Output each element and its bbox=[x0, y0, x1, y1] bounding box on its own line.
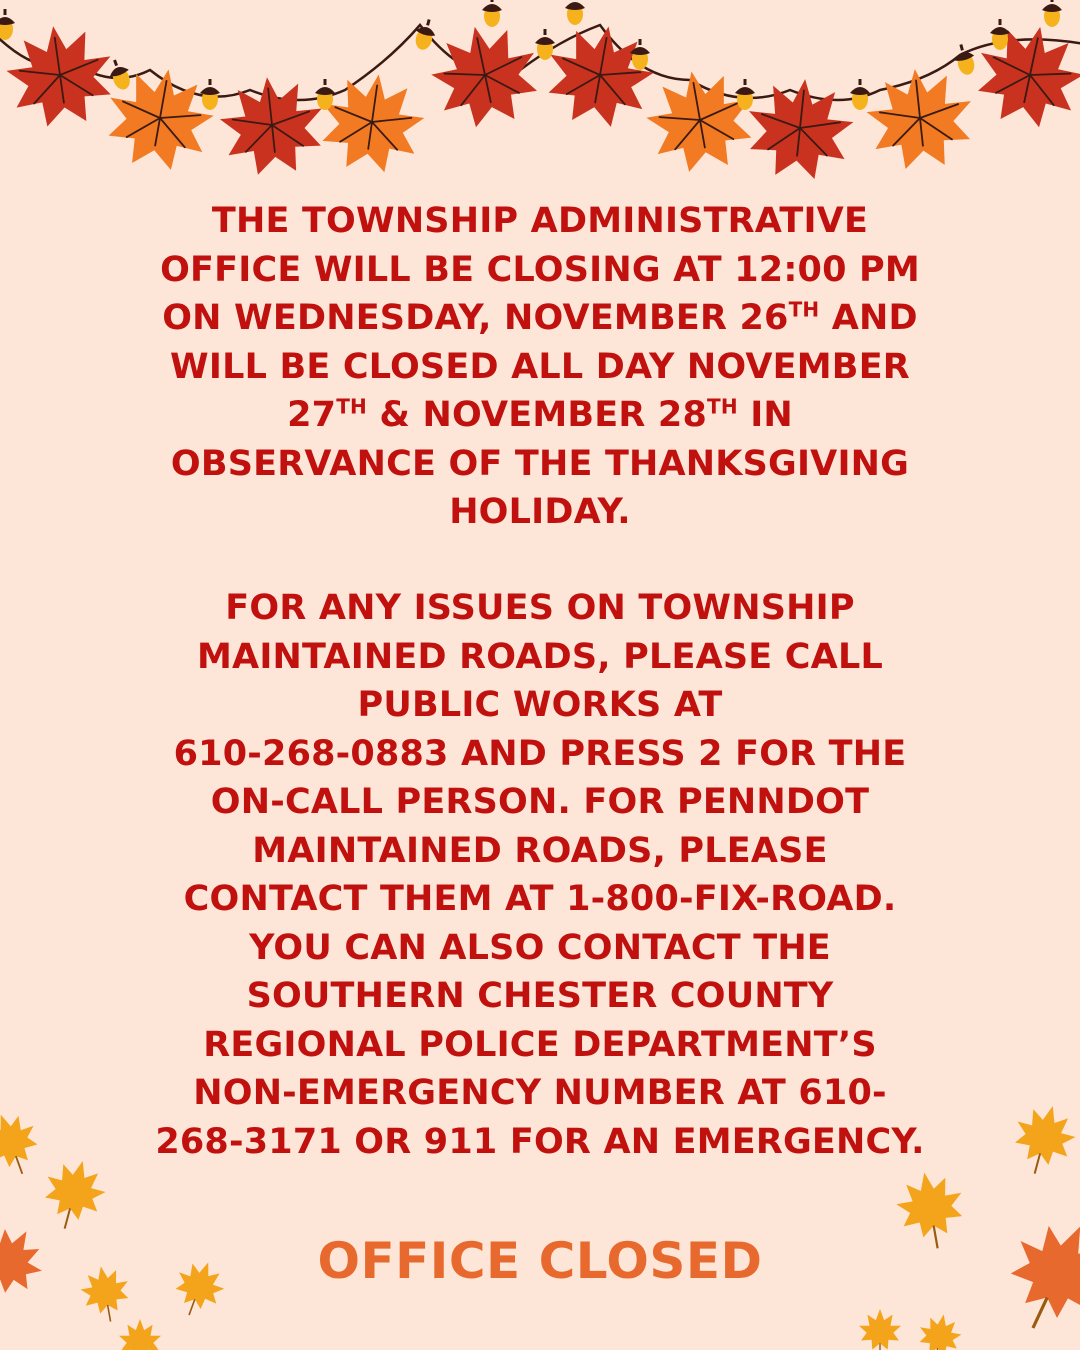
notice-line: 27TH & NOVEMBER 28TH IN bbox=[287, 394, 793, 435]
acorn-icon bbox=[200, 79, 220, 110]
acorn-icon bbox=[482, 0, 502, 27]
maple-leaf-icon bbox=[423, 16, 546, 134]
acorn-icon bbox=[411, 17, 438, 52]
notice-line: WILL BE CLOSED ALL DAY NOVEMBER bbox=[170, 346, 910, 387]
notice-line: OFFICE WILL BE CLOSING AT 12:00 PM bbox=[160, 249, 920, 290]
maple-leaf-icon bbox=[968, 16, 1080, 134]
contact-line: MAINTAINED ROADS, PLEASE CALL bbox=[197, 636, 883, 677]
contact-line: 610-268-0883 AND PRESS 2 FOR THE bbox=[173, 733, 907, 774]
contact-line: ON-CALL PERSON. FOR PENNDOT bbox=[210, 782, 870, 822]
acorn-icon bbox=[1042, 0, 1062, 27]
contact-line: 268-3171 OR 911 FOR AN EMERGENCY. bbox=[155, 1121, 925, 1162]
closing-notice bbox=[95, 197, 985, 537]
contact-line: YOU CAN ALSO CONTACT THE bbox=[249, 927, 831, 968]
contact-line: PUBLIC WORKS AT bbox=[357, 685, 723, 725]
maple-leaf-icon bbox=[315, 67, 430, 176]
maple-leaf-icon bbox=[743, 74, 858, 183]
contact-line: CONTACT THEM AT 1-800-FIX-ROAD. bbox=[183, 879, 897, 919]
maple-leaf-icon bbox=[640, 62, 760, 177]
notice-line: OBSERVANCE OF THE THANKSGIVING bbox=[170, 443, 910, 484]
maple-leaf-icon bbox=[216, 72, 328, 178]
acorn-icon bbox=[990, 19, 1010, 50]
contact-line: FOR ANY ISSUES ON TOWNSHIP bbox=[225, 588, 855, 628]
maple-leaf-icon bbox=[540, 17, 660, 132]
notice-line: THE TOWNSHIP ADMINISTRATIVE bbox=[211, 201, 869, 241]
notice-line: ON WEDNESDAY, NOVEMBER 26TH AND bbox=[162, 297, 918, 338]
contact-line: REGIONAL POLICE DEPARTMENT’S bbox=[203, 1024, 877, 1065]
acorn-icon bbox=[565, 0, 585, 25]
acorn-icon bbox=[0, 9, 15, 40]
contact-line: MAINTAINED ROADS, PLEASE bbox=[252, 830, 828, 871]
acorn-icon bbox=[630, 39, 650, 70]
acorn-icon bbox=[850, 79, 870, 110]
maple-leaf-icon bbox=[863, 64, 978, 173]
leaf-garland bbox=[0, 0, 1080, 200]
acorn-icon bbox=[105, 57, 134, 93]
notice-line: HOLIDAY. bbox=[449, 492, 631, 532]
contact-info bbox=[95, 584, 985, 1166]
office-closed-title: OFFICE CLOSED bbox=[317, 1232, 763, 1290]
contact-line: SOUTHERN CHESTER COUNTY bbox=[246, 976, 834, 1016]
contact-line: NON-EMERGENCY NUMBER AT 610- bbox=[193, 1073, 887, 1113]
